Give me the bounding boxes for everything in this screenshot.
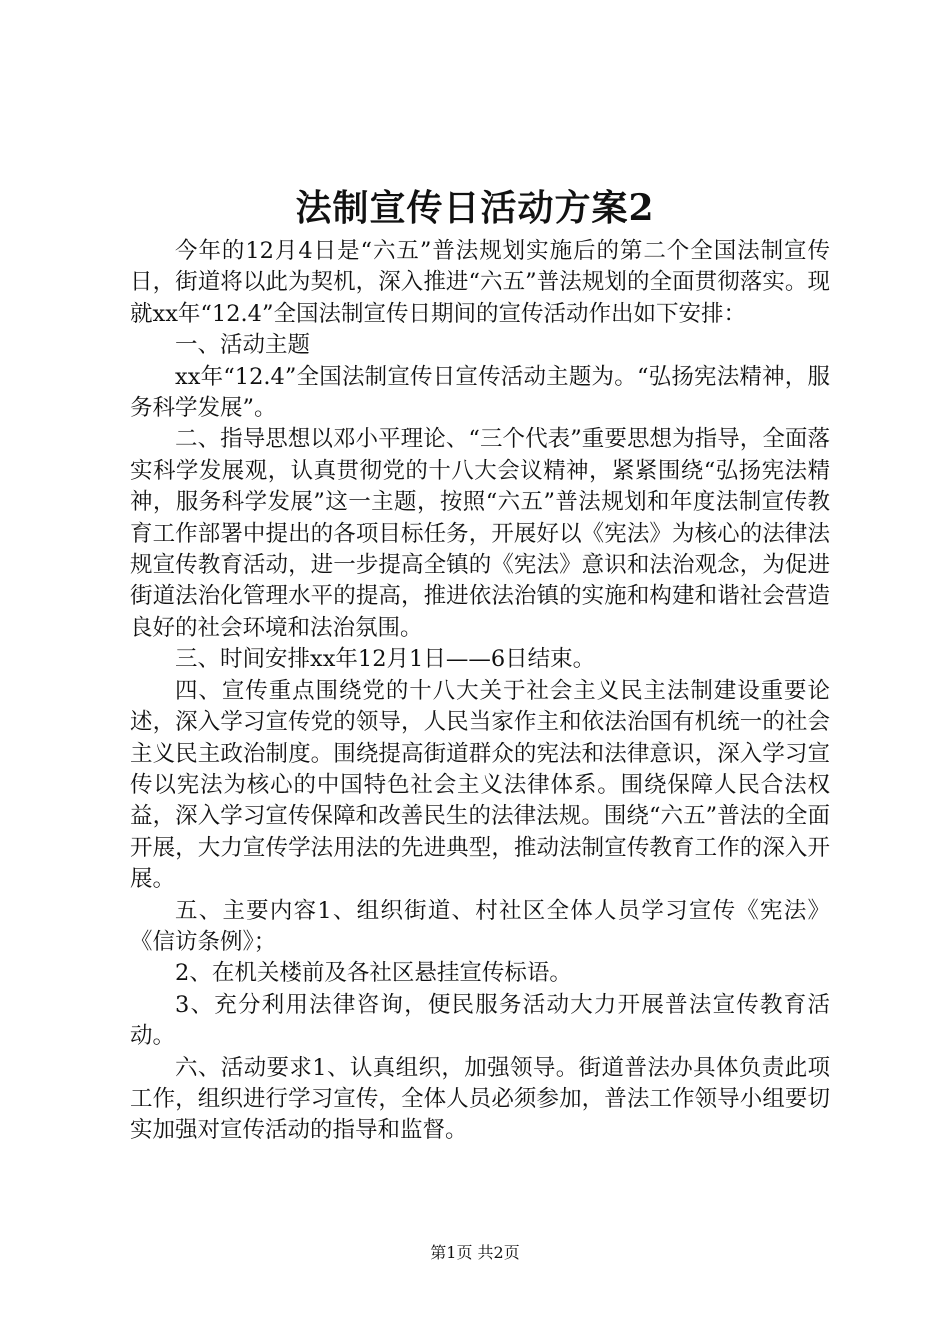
paragraph-requirements: 六、活动要求1、认真组织，加强领导。街道普法办具体负责此项工作，组织进行学习宣传，全体人员必须参加，普法工作领导小组要切实加强对宣传活动的指导和监督。	[130, 1054, 830, 1144]
heading-activity-theme: 一、活动主题	[175, 332, 311, 359]
paragraph-guiding-thought: 二、指导思想以邓小平理论、“三个代表”重要思想为指导，全面落实科学发展观，认真贯彻党的十八大会议精神，紧紧围绕“弘扬宪法精神，服务科学发展”这一主题，按照“六五”普法规划和年度法制宣传教育工作部署中提出的各项目标任务，开展好以《宪法》为核心的法律法规宣传教育活动，进一步提高全镇的《宪法》意识和法治观念，为促进街道法治化管理水平的提高，推进依法治镇的实施和构建和谐社会营造良好的社会环境和法治氛围。	[130, 426, 830, 641]
paragraph-intro: 今年的12月4日是“六五”普法规划实施后的第二个全国法制宣传日，街道将以此为契机，深入推进“六五”普法规划的全面贯彻落实。现就xx年“12.4”全国法制宣传日期间的宣传活动作出如下安排：	[130, 238, 830, 327]
page-number: 第1页 共2页	[430, 1243, 520, 1262]
paragraph-schedule: 三、时间安排xx年12月1日——6日结束。	[175, 646, 596, 673]
paragraph-content-1: 五、主要内容1、组织街道、村社区全体人员学习宣传《宪法》《信访条例》；	[130, 897, 830, 955]
paragraph-content-3: 3、充分利用法律咨询，便民服务活动大力开展普法宣传教育活动。	[130, 991, 830, 1050]
paragraph-content-2: 2、在机关楼前及各社区悬挂宣传标语。	[175, 960, 572, 987]
document-body	[130, 236, 830, 1147]
paragraph-focus: 四、宣传重点围绕党的十八大关于社会主义民主法制建设重要论述，深入学习宣传党的领导，人民当家作主和依法治国有机统一的社会主义民主政治制度。围绕提高街道群众的宪法和法律意识，深入学习宣传以宪法为核心的中国特色社会主义法律体系。围绕保障人民合法权益，深入学习宣传保障和改善民生的法律法规。围绕“六五”普法的全面开展，大力宣传学法用法的先进典型，推动法制宣传教育工作的深入开展。	[130, 677, 830, 893]
document-title: 法制宣传日活动方案2	[295, 187, 655, 229]
paragraph-theme: xx年“12.4”全国法制宣传日宣传活动主题为。“弘扬宪法精神，服务科学发展”。	[130, 363, 830, 422]
